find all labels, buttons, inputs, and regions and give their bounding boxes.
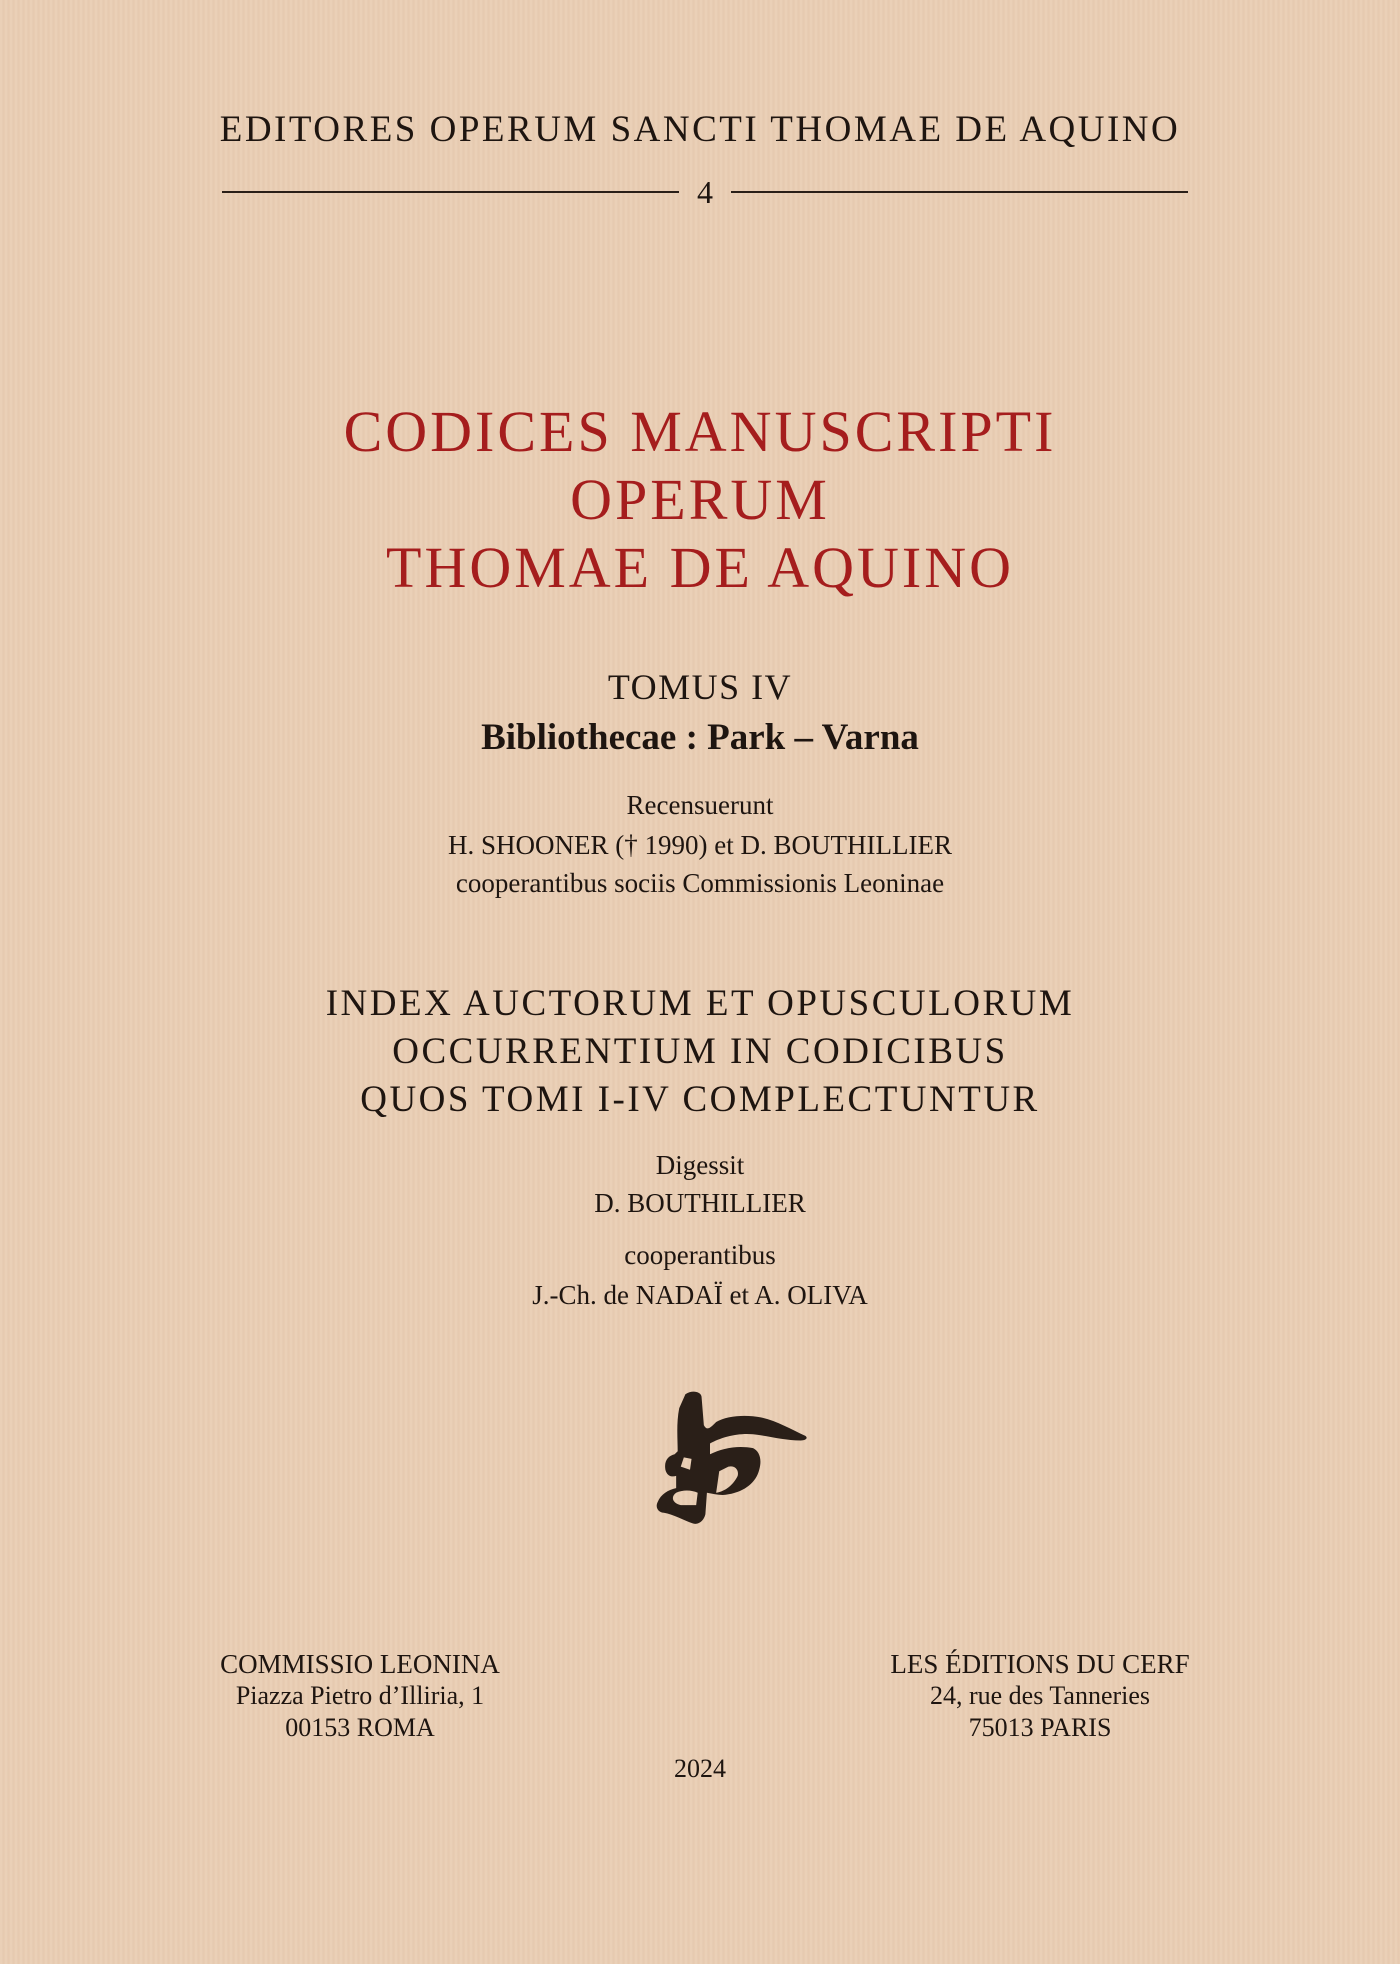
main-title-line-2: OPERUM — [570, 467, 830, 532]
volume-editors: H. SHOONER († 1990) et D. BOUTHILLIER — [448, 830, 952, 860]
volume-cooperation: cooperantibus sociis Commissionis Leoninae — [455, 868, 945, 898]
series-number: 4 — [697, 173, 713, 210]
cooperantibus-label: cooperantibus — [624, 1240, 776, 1270]
digessit-label: Digessit — [655, 1150, 745, 1180]
rule-left — [222, 191, 679, 193]
index-cooperators: J.-Ch. de NADAÏ et A. OLIVA — [532, 1280, 868, 1310]
publisher-city: 75013 PARIS — [968, 1713, 1112, 1742]
main-title-line-3: THOMAE DE AQUINO — [386, 535, 1014, 600]
index-title-line-3: QUOS TOMI I-IV COMPLECTUNTUR — [360, 1079, 1040, 1120]
volume-subtitle: Bibliothecae : Park – Varna — [481, 717, 919, 758]
publication-year: 2024 — [674, 1754, 726, 1783]
recensuerunt-label: Recensuerunt — [626, 790, 774, 820]
publisher-name: COMMISSIO LEONINA — [220, 1649, 500, 1679]
series-number-rule — [222, 172, 1188, 212]
series-title: EDITORES OPERUM SANCTI THOMAE DE AQUINO — [219, 109, 1181, 150]
index-title-line-2: OCCURRENTIUM IN CODICIBUS — [392, 1031, 1008, 1072]
publisher-editions-du-cerf — [880, 1648, 1200, 1744]
index-title-line-1: INDEX AUCTORUM ET OPUSCULORUM — [325, 983, 1075, 1024]
rule-right — [731, 191, 1188, 193]
publisher-street: 24, rue des Tanneries — [929, 1681, 1151, 1710]
publisher-street: Piazza Pietro d’Illiria, 1 — [235, 1681, 485, 1710]
calligraphic-monogram-icon — [630, 1372, 830, 1552]
digessit-name: D. BOUTHILLIER — [594, 1188, 806, 1218]
publisher-city: 00153 ROMA — [285, 1713, 435, 1742]
volume-number: TOMUS IV — [607, 667, 793, 707]
publisher-name: LES ÉDITIONS DU CERF — [890, 1649, 1190, 1679]
publisher-commissio-leonina — [210, 1648, 510, 1744]
main-title-line-1: CODICES MANUSCRIPTI — [343, 399, 1057, 464]
